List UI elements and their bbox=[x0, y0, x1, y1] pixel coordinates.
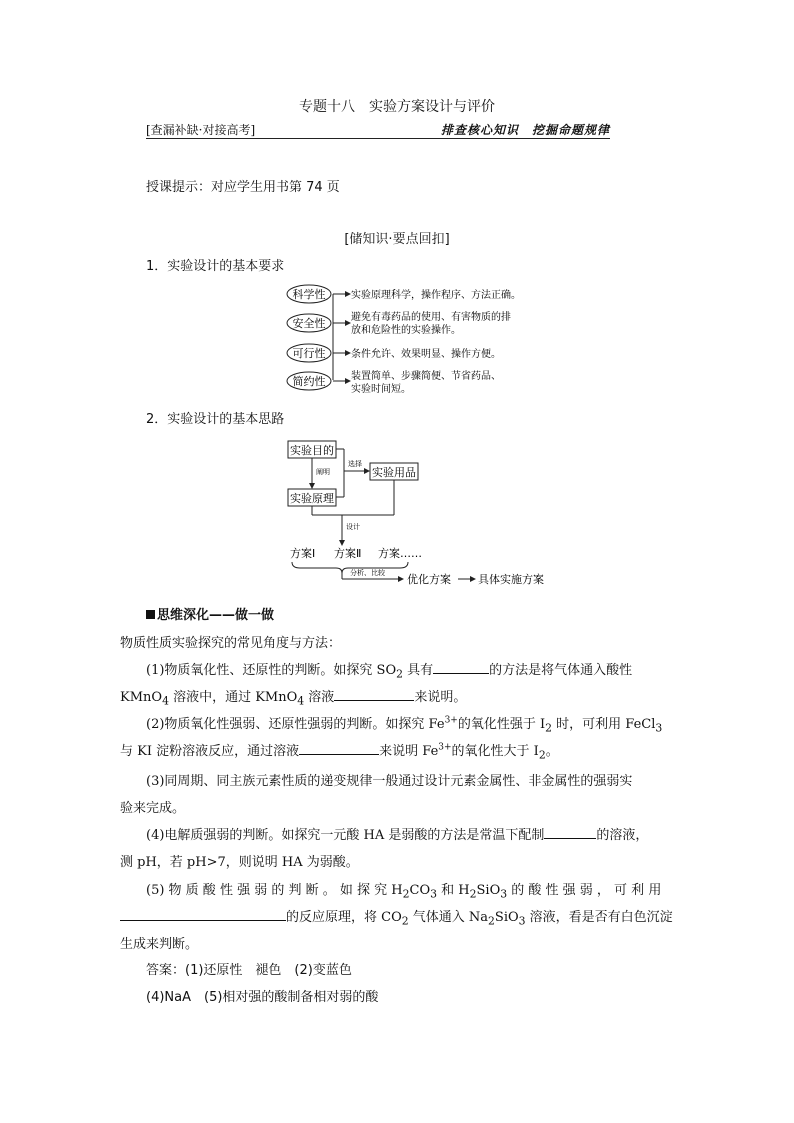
flow-clarify: 阐明 bbox=[316, 468, 330, 476]
flow-plan-2: 方案Ⅱ bbox=[334, 547, 362, 560]
flow-analyze: 分析、比较 bbox=[350, 569, 385, 577]
answer-blank[interactable] bbox=[334, 688, 414, 701]
banner-left-tag: [查漏补缺·对接高考] bbox=[146, 123, 256, 137]
part2-heading: 2．实验设计的基本思路 bbox=[146, 412, 285, 427]
requirement-desc: 实验时间短。 bbox=[351, 384, 411, 395]
answer-line-1: 答案：(1)还原性 褪色 (2)变蓝色 bbox=[146, 963, 352, 978]
question-3-line-1: (3)同周期、同主族元素性质的递变规律一般通过设计元素金属性、非金属性的强弱实 bbox=[146, 774, 633, 789]
question-1-line-2: KMnO$_4$ 溶液中，通过 KMnO$_4$ 溶液 来说明。 bbox=[120, 690, 467, 708]
flow-design: 设计 bbox=[346, 523, 360, 531]
answer-blank[interactable] bbox=[120, 908, 286, 921]
requirement-key: 安全性 bbox=[292, 317, 326, 330]
section-label: [储知识·要点回扣] bbox=[344, 232, 450, 247]
question-2-line-2: 与 KI 淀粉溶液反应，通过溶液 来说明 $Fe^{3+}$的氧化性大于 $I_2$。 bbox=[120, 742, 559, 762]
requirement-simplicity bbox=[287, 369, 501, 395]
deepen-intro: 物质性质实验探究的常见角度与方法： bbox=[120, 636, 342, 651]
flow-plan-3: 方案…… bbox=[378, 547, 422, 560]
answer-blank[interactable] bbox=[544, 826, 596, 839]
requirement-desc: 放和危险性的实验操作。 bbox=[351, 325, 461, 336]
square-bullet-icon bbox=[146, 610, 155, 619]
banner-right-tag: 排查核心知识 挖掘命题规律 bbox=[440, 123, 610, 137]
deepen-heading: 思维深化——做一做 bbox=[146, 604, 274, 623]
flow-reagents: 实验用品 bbox=[372, 466, 416, 479]
teaching-hint: 授课提示：对应学生用书第 74 页 bbox=[146, 180, 340, 195]
answer-line-2: (4)NaA (5)相对强的酸制备相对弱的酸 bbox=[146, 990, 379, 1005]
requirement-desc: 避免有毒药品的使用、有害物质的排 bbox=[351, 312, 511, 323]
flow-principle: 实验原理 bbox=[290, 492, 334, 505]
question-3-line-2: 验来完成。 bbox=[120, 801, 186, 816]
question-2-line-1: (2)物质氧化性强弱、还原性强弱的判断。如探究 $Fe^{3+}$的氧化性强于 $I_2$ 时，可利用 FeCl$_3$ bbox=[146, 715, 663, 735]
requirement-desc: 装置简单、步骤简便、节省药品、 bbox=[351, 371, 501, 382]
question-4-line-2: 测 pH，若 pH>7，则说明 HA 为弱酸。 bbox=[120, 855, 359, 870]
question-1-line-1: (1)物质氧化性、还原性的判断。如探究 $SO_2$ 具有 的方法是将气体通入酸性 bbox=[146, 663, 633, 681]
requirements-diagram bbox=[285, 282, 545, 402]
design-flowchart bbox=[280, 436, 570, 588]
requirement-key: 可行性 bbox=[292, 347, 326, 360]
requirement-desc: 条件允许、效果明显、操作方便。 bbox=[351, 349, 501, 360]
requirement-key: 简约性 bbox=[292, 375, 326, 388]
answer-blank[interactable] bbox=[433, 661, 489, 674]
question-5-line-2: 的反应原理，将 $CO_2$ 气体通入 $Na_2SiO_3$ 溶液，看是否有白色沉淀 bbox=[120, 906, 673, 928]
flow-plan-1: 方案Ⅰ bbox=[290, 547, 316, 560]
requirement-key: 科学性 bbox=[292, 288, 326, 301]
question-5-line-3: 生成来判断。 bbox=[120, 937, 199, 952]
section-banner bbox=[146, 121, 610, 139]
question-5-line-1: (5) 物 质 酸 性 强 弱 的 判 断 。 如 探 究 $H_2CO_3$ 和 $H_2SiO_3$ 的 酸 性 强 弱 ， 可 利 用 bbox=[146, 883, 662, 901]
flow-choose: 选择 bbox=[348, 460, 362, 468]
requirement-scientific bbox=[287, 285, 521, 303]
flow-optimize: 优化方案 bbox=[407, 573, 451, 586]
flow-final: 具体实施方案 bbox=[478, 573, 544, 586]
requirement-feasibility bbox=[287, 344, 501, 362]
part1-heading: 1．实验设计的基本要求 bbox=[146, 259, 285, 274]
question-4-line-1: (4)电解质强弱的判断。如探究一元酸 HA 是弱酸的方法是常温下配制 的溶液， bbox=[146, 828, 649, 843]
requirement-safety bbox=[287, 310, 511, 336]
flow-goal: 实验目的 bbox=[290, 444, 334, 457]
answer-blank[interactable] bbox=[299, 742, 379, 755]
requirement-desc: 实验原理科学，操作程序、方法正确。 bbox=[351, 290, 521, 301]
page-title: 专题十八 实验方案设计与评价 bbox=[299, 99, 495, 115]
